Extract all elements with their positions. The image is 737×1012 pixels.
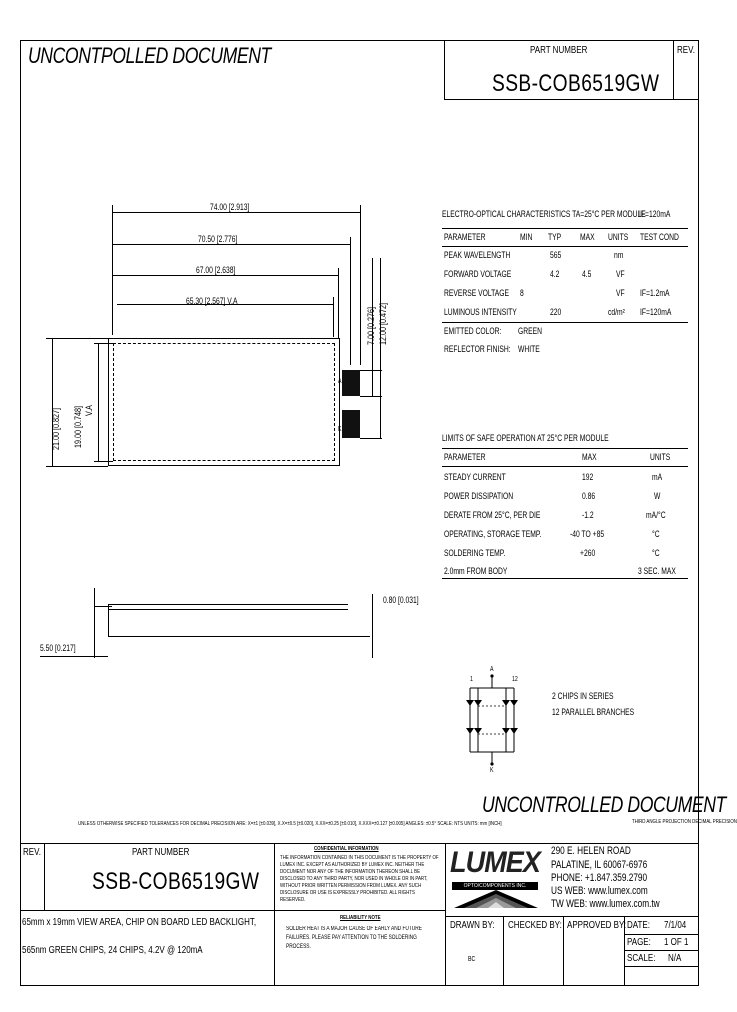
eo-cell: 8: [520, 288, 524, 298]
table-row: [442, 468, 688, 487]
dim-7: 7.00 [0.276]: [366, 306, 376, 345]
so-cell: 3 SEC. MAX: [638, 566, 676, 576]
circuit-label-k: K: [490, 767, 494, 774]
so-cell: DERATE FROM 25°C, PER DIE: [444, 510, 541, 520]
table-row: [442, 544, 688, 563]
drawn-by-value: BC: [468, 956, 476, 963]
tb-sign-line: [445, 916, 699, 917]
part-number-label-top: PART NUMBER: [530, 45, 588, 56]
page-label: PAGE:: [627, 937, 651, 948]
eo-cell: REFLECTOR FINISH:: [444, 344, 511, 354]
table-row: [442, 303, 688, 322]
dim-70: 70.50 [2.776]: [198, 234, 238, 244]
so-cell: °C: [652, 548, 660, 558]
uncontrolled-watermark-top: UNCONTPOLLED DOCUMENT: [28, 43, 271, 68]
table-row: [442, 506, 688, 525]
eo-cell: 4.2: [550, 269, 560, 279]
eo-cell: 565: [550, 250, 562, 260]
pad-k-label: K: [338, 426, 342, 433]
table-row: [442, 265, 688, 284]
lumex-logo-sub: OPTO/COMPONENTS INC.: [452, 882, 538, 890]
pad-a-label: A: [338, 378, 342, 385]
view-area-outline: [113, 343, 335, 461]
eo-header-min: MIN: [520, 232, 533, 242]
tb-date-line3: [624, 966, 699, 967]
table-row: [442, 525, 688, 544]
dim-19-va: V.A: [84, 405, 94, 416]
tb-description-1: 65mm x 19mm VIEW AREA, CHIP ON BOARD LED BACKLIGHT,: [22, 917, 257, 928]
so-cell: mA/°C: [646, 510, 666, 520]
eo-cell: GREEN: [518, 326, 543, 336]
tolerance-note: UNLESS OTHERWISE SPECIFIED TOLERANCES FOR DECIMAL PRECISION ARE: X=±1 [±0.039], X.X=±0.5 [±0.020], X.XX=±0.25 [±0.010], X.XXX=±0.127 [±0.005] ANGLES: ±0.5° SCALE: NTS UNITS: mm [INCH]: [78, 821, 502, 827]
tb-drawn-divider: [503, 916, 504, 986]
dim-5-5: 5.50 [0.217]: [40, 643, 76, 653]
address-line-1: 290 E. HELEN ROAD: [551, 845, 631, 857]
eo-cell: PEAK WAVELENGTH: [444, 250, 511, 260]
so-line-bottom: [442, 578, 688, 579]
side-top-line: [108, 604, 348, 605]
dim-line-74: [112, 212, 360, 213]
eo-cell: FORWARD VOLTAGE: [444, 269, 512, 279]
eo-header-cond: TEST COND: [640, 232, 679, 242]
dim-12: 12.00 [0.472]: [378, 302, 388, 345]
so-cell: W: [654, 491, 661, 501]
part-number-top: SSB-COB6519GW: [492, 70, 660, 97]
so-cell: POWER DISSIPATION: [444, 491, 514, 501]
tb-date-line2: [624, 950, 699, 951]
eo-cell: 4.5: [582, 269, 592, 279]
eo-header-param: PARAMETER: [444, 232, 486, 242]
eo-cell: REVERSE VOLTAGE: [444, 288, 510, 298]
pad-ext-bot: [360, 438, 382, 439]
table-row: [442, 487, 688, 506]
so-cell: -1.2: [582, 510, 594, 520]
tw-web: TW WEB: www.lumex.com.tw: [551, 898, 660, 910]
drawn-by-label: DRAWN BY:: [450, 920, 495, 931]
dim-21: 21.00 [0.827]: [51, 407, 61, 450]
date-value: 7/1/04: [664, 920, 687, 931]
so-header-row: [442, 448, 688, 467]
safe-operation-title: LIMITS OF SAFE OPERATION AT 25°C PER MODULE: [442, 433, 609, 443]
rev-label-top: REV.: [677, 45, 695, 56]
lumex-rainbow-icon: [454, 890, 538, 908]
side-dim-line: [94, 588, 95, 658]
dim-74: 74.00 [2.913]: [210, 202, 250, 212]
dim-67: 67.00 [2.638]: [196, 265, 236, 275]
scale-value: N/A: [668, 953, 682, 964]
eo-cell: 220: [550, 307, 562, 317]
lumex-logo: [448, 846, 540, 910]
lumex-logo-wordmark: LUMEX: [450, 846, 540, 879]
tb-conf-line: [274, 910, 445, 911]
us-web: US WEB: www.lumex.com: [551, 885, 648, 897]
dim-65: 65.30 [2.567] V.A: [186, 296, 238, 306]
dim-line-19: [98, 343, 99, 461]
eo-cell: LUMINOUS INTENSITY: [444, 307, 517, 317]
table-row: [442, 246, 688, 265]
ext-line-65: [333, 297, 334, 337]
pad-ext-mid: [360, 396, 382, 397]
tb-logo-divider: [445, 843, 446, 986]
tb-checked-divider: [563, 916, 564, 986]
eo-header-units: UNITS: [608, 232, 629, 242]
dim-line-70: [112, 244, 350, 245]
electro-optical-table: [442, 206, 688, 358]
uncontrolled-watermark-bottom: UNCONTROLLED DOCUMENT: [482, 792, 726, 817]
side-pcb-line: [108, 609, 348, 610]
ext-h-va-top: [94, 343, 113, 344]
circuit-label-12: 12: [512, 676, 518, 683]
eo-header-max: MAX: [580, 232, 595, 242]
tb-line-mid: [20, 910, 274, 911]
eo-cell: EMITTED COLOR:: [444, 326, 502, 336]
dim-line-67: [112, 275, 338, 276]
circuit-label-a: A: [490, 666, 494, 673]
so-cell: 2.0mm FROM BODY: [444, 566, 508, 576]
eo-cell: VF: [616, 288, 625, 298]
tb-part-number: SSB-COB6519GW: [92, 868, 260, 895]
tb-part-divider: [274, 843, 275, 986]
ext-line-74: [360, 205, 361, 365]
so-line-head: [442, 466, 688, 467]
so-cell: STEADY CURRENT: [444, 472, 506, 482]
so-cell: mA: [652, 472, 663, 482]
so-cell: 192: [582, 472, 594, 482]
side-ext-bottom: [40, 656, 108, 657]
ext-h-top: [46, 338, 108, 339]
so-header-units: UNITS: [650, 452, 671, 462]
reliability-title: RELIABILITY NOTE: [340, 915, 381, 921]
eo-cell: IF=120mA: [640, 307, 672, 317]
dim-0-8: 0.80 [0.031]: [383, 595, 419, 605]
dim-line-65: [117, 304, 333, 305]
scale-label: SCALE:: [627, 953, 656, 964]
so-header-param: PARAMETER: [444, 452, 486, 462]
ext-line-70: [350, 237, 351, 365]
tb-rev-label: REV.: [23, 847, 41, 858]
eo-cell: WHITE: [518, 344, 540, 354]
approved-by-label: APPROVED BY:: [567, 920, 627, 931]
eo-cell: IF=1.2mA: [640, 288, 670, 298]
ext-h-va-bot: [94, 461, 113, 462]
tb-description-2: 565nm GREEN CHIPS, 24 CHIPS, 4.2V @ 120mA: [22, 945, 203, 956]
phone: PHONE: +1.847.359.2790: [551, 872, 648, 884]
confidential-title: CONFIDENTIAL INFORMATION: [314, 846, 379, 852]
circuit-note-series: 2 CHIPS IN SERIES: [552, 691, 614, 701]
so-cell: °C: [652, 529, 660, 539]
tb-line-top: [20, 843, 699, 844]
date-label: DATE:: [627, 920, 650, 931]
so-cell: OPERATING, STORAGE TEMP.: [444, 529, 542, 539]
circuit-schematic: [456, 666, 536, 776]
ext-h-bot: [46, 466, 108, 467]
electro-optical-title: ELECTRO-OPTICAL CHARACTERISTICS TA=25°C PER MODULE: [442, 209, 646, 219]
so-header-max: MAX: [582, 452, 597, 462]
tolerance-right: THIRD ANGLE PROJECTION DECIMAL PRECISION: [632, 819, 737, 825]
side-bottom-line: [108, 636, 370, 637]
pad-ext-top: [360, 370, 382, 371]
eo-header-row: [442, 228, 688, 247]
safe-operation-table: [442, 432, 688, 582]
table-row: [442, 322, 688, 341]
address-line-2: PALATINE, IL 60067-6976: [551, 859, 648, 871]
pad-anode: [342, 370, 360, 396]
table-row: [442, 284, 688, 303]
dim-19: 19.00 [0.748]: [73, 405, 83, 448]
so-cell: 0.86: [582, 491, 596, 501]
so-cell: +260: [580, 548, 596, 558]
so-cell: SOLDERING TEMP.: [444, 548, 506, 558]
checked-by-label: CHECKED BY:: [508, 920, 562, 931]
circuit-label-1: 1: [470, 676, 473, 683]
pad-cathode: [342, 410, 360, 438]
electro-optical-condition: IF=120mA: [639, 209, 671, 219]
ext-line-left: [112, 205, 113, 335]
table-row: [442, 340, 688, 359]
confidential-text: THE INFORMATION CONTAINED IN THIS DOCUMENT IS THE PROPERTY OF LUMEX INC. EXCEPT AS AUTHORIZED BY LUMEX INC. NEITHER THE DOCUMENT NOR ANY OF THE INFORMATION THEREON SHALL BE DISCLOSED TO ANY THIRD PARTY, NOR USED IN WHOLE OR IN PART, WITHOUT PRIOR WRITTEN PERMISSION FROM LUMEX. ANY SUCH DISCLOSURE OR USE IS EXPRESSLY PROHIBITED. ALL RIGHTS RESERVED.: [280, 855, 439, 903]
circuit-note-parallel: 12 PARALLEL BRANCHES: [552, 707, 635, 717]
so-cell: -40 TO +85: [570, 529, 605, 539]
tb-rev-divider: [44, 843, 45, 910]
tb-date-line1: [624, 934, 699, 935]
ext-line-67: [338, 268, 339, 338]
page-value: 1 OF 1: [664, 937, 689, 948]
side-thick-line: [372, 594, 373, 658]
eo-header-typ: TYP: [548, 232, 562, 242]
pad-dim-line-12: [380, 258, 381, 438]
reliability-text: SOLDER HEAT IS A MAJOR CAUSE OF EARLY AND FUTURE FAILURES. PLEASE PAY ATTENTION TO THE SOLDERING PROCESS.: [286, 926, 422, 950]
eo-cell: nm: [614, 250, 624, 260]
eo-cell: cd/m²: [608, 307, 625, 317]
tb-part-number-label: PART NUMBER: [132, 847, 190, 858]
eo-cell: VF: [616, 269, 625, 279]
